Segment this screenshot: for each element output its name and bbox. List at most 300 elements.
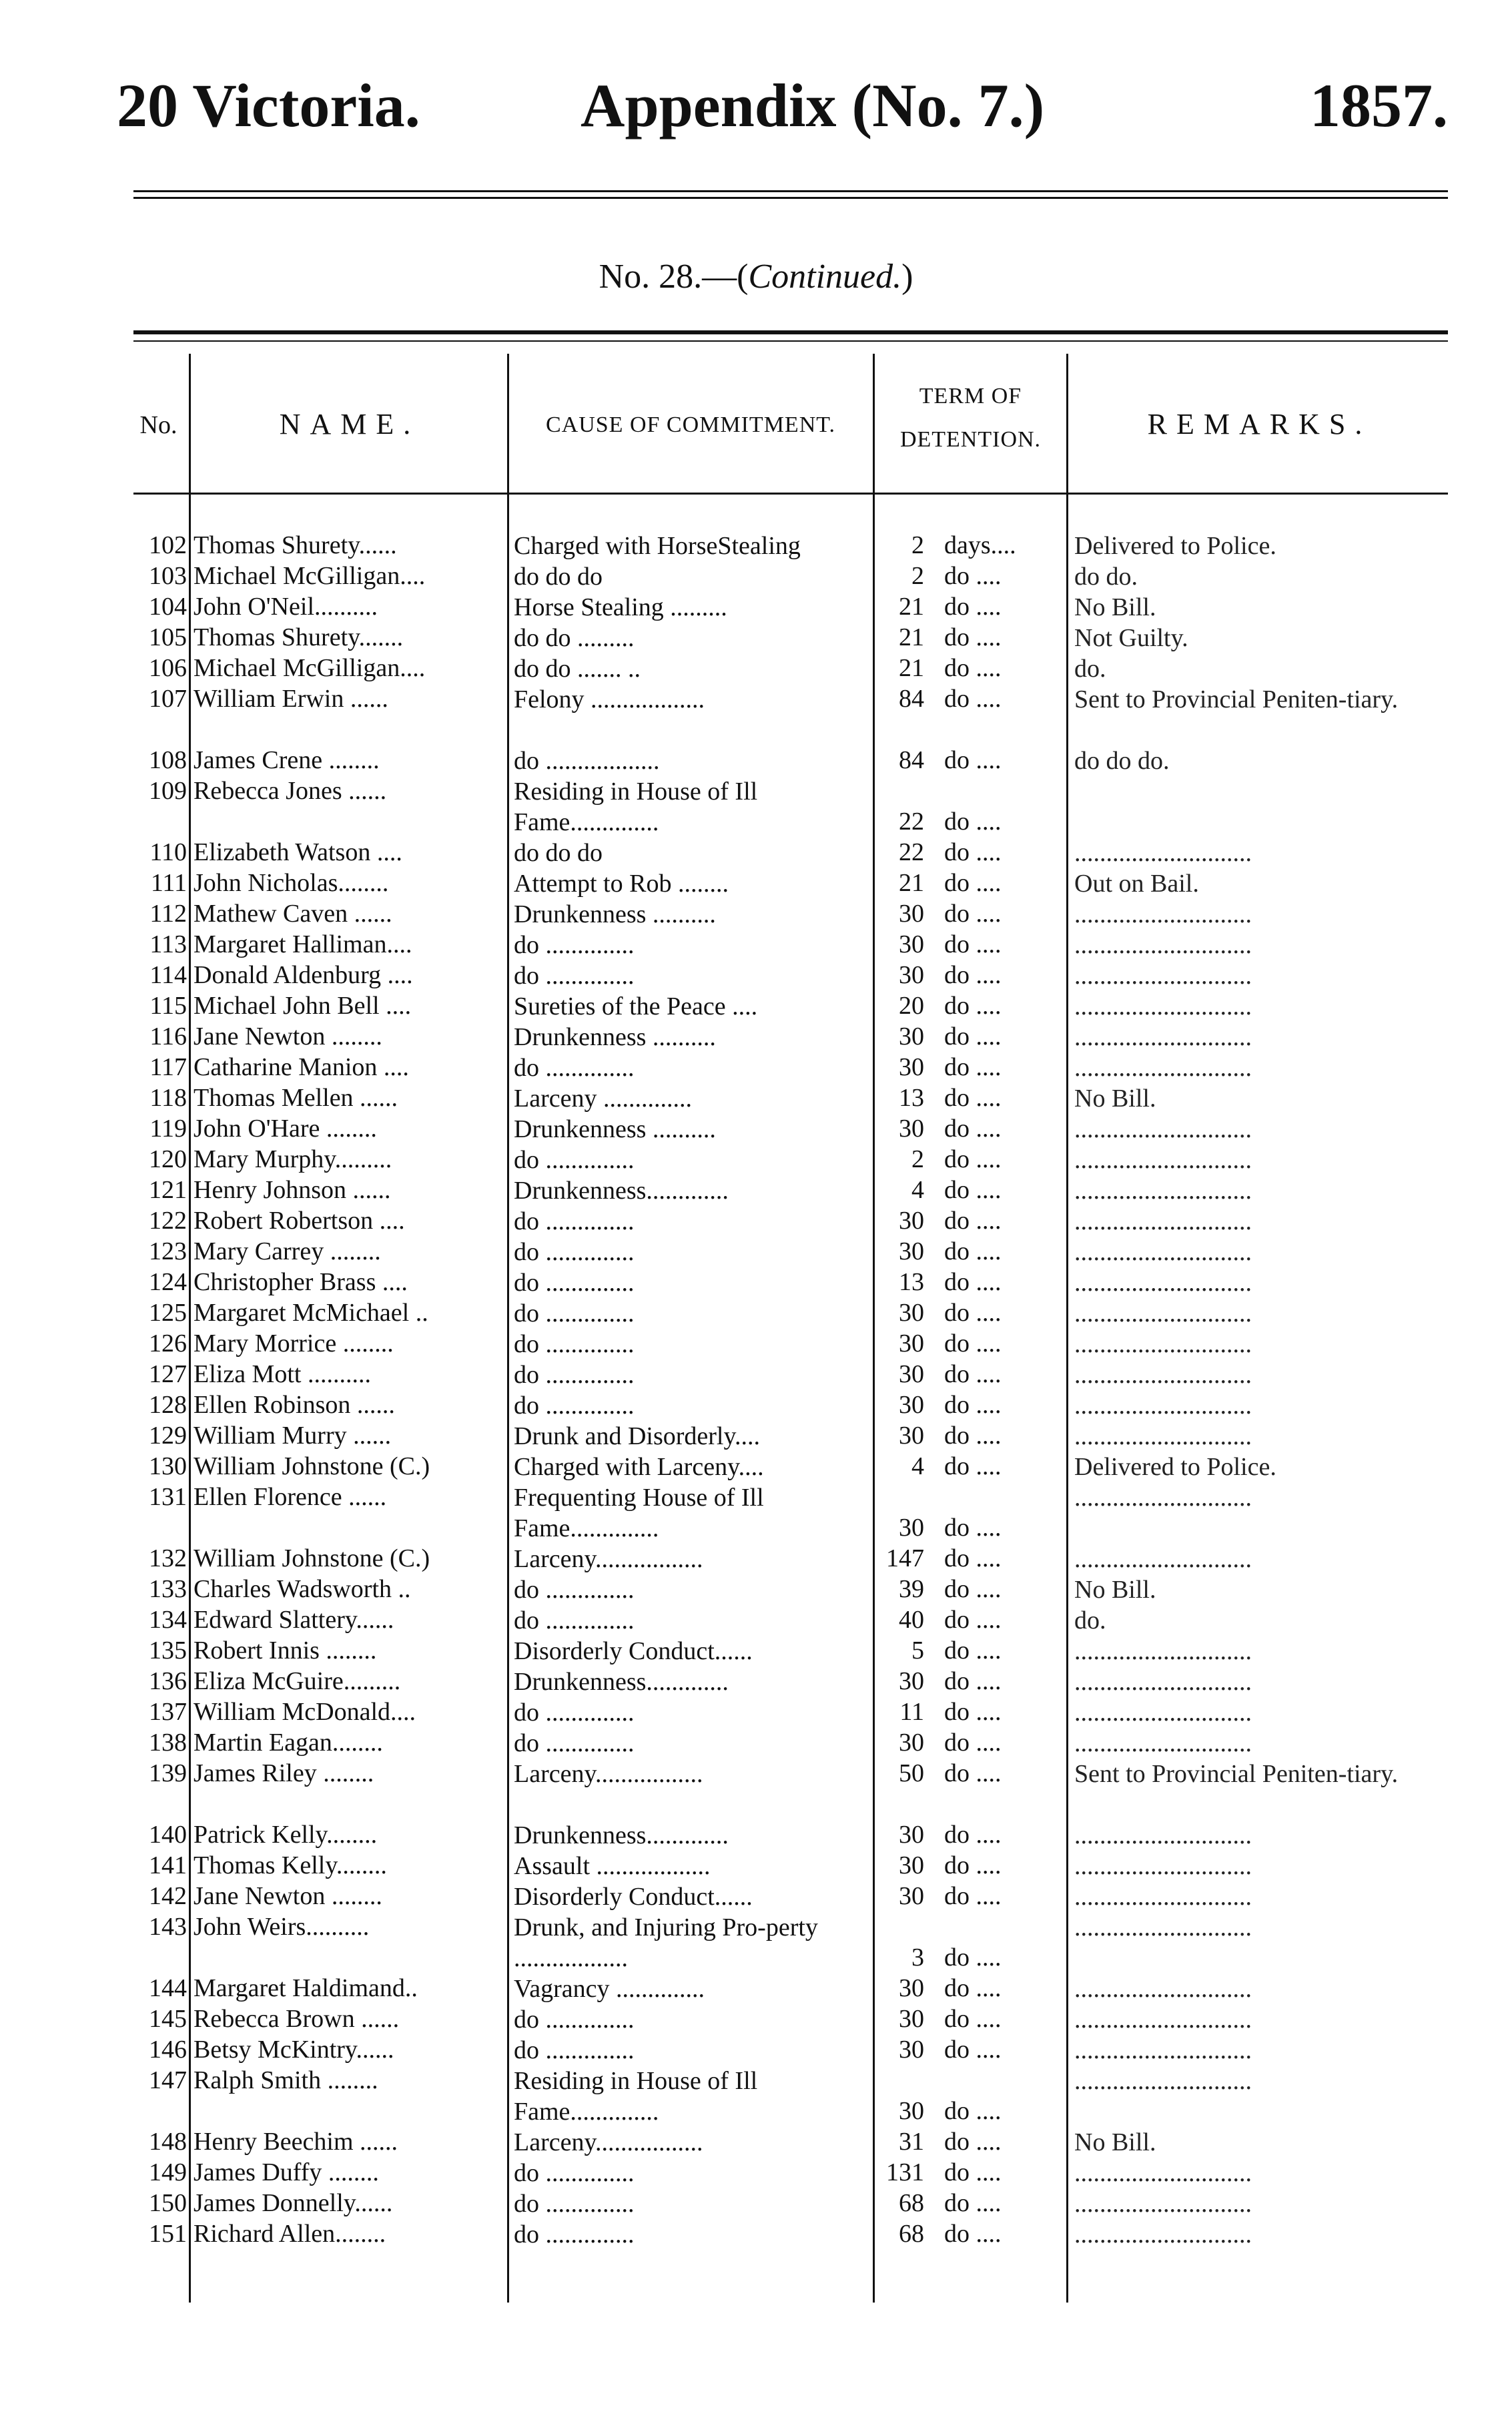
- term-unit: do ....: [944, 685, 1002, 713]
- term-number: 22: [899, 838, 924, 866]
- remarks: ............................: [1074, 2190, 1252, 2218]
- prisoner-name: James Riley ........: [194, 1759, 374, 1787]
- commitment-cause: Drunk and Disorderly....: [514, 1422, 761, 1450]
- detention-term: [877, 807, 1058, 836]
- remarks: Not Guilty.: [1074, 624, 1188, 652]
- term-unit: do ....: [944, 1759, 1002, 1787]
- prisoner-name: William Murry ......: [194, 1422, 392, 1450]
- prisoner-name: Thomas Shurety.......: [194, 623, 404, 651]
- remarks: ............................: [1074, 1299, 1252, 1327]
- detention-term: [877, 531, 1058, 560]
- term-unit: do ....: [944, 1575, 1002, 1603]
- term-unit: do ....: [944, 1974, 1002, 2002]
- table-row: [0, 1052, 1512, 1083]
- commitment-cause: Sureties of the Peace ....: [514, 992, 758, 1020]
- detention-term: [877, 684, 1058, 713]
- term-unit: do ....: [944, 2005, 1002, 2033]
- detention-term: [877, 1605, 1058, 1634]
- term-number: 2: [911, 562, 924, 590]
- prisoner-name: Robert Innis ........: [194, 1636, 377, 1665]
- detention-term: [877, 1175, 1058, 1205]
- prisoner-name: James Donnelly......: [194, 2189, 393, 2217]
- header-rule-bottom: [133, 197, 1448, 199]
- term-number: 84: [899, 685, 924, 713]
- commitment-cause: Charged with HorseStealing: [514, 532, 801, 560]
- prisoner-name: Ellen Florence ......: [194, 1483, 387, 1511]
- detention-term: [877, 1974, 1058, 2003]
- remarks: ............................: [1074, 900, 1252, 928]
- prisoner-name: John Weirs..........: [194, 1913, 370, 1941]
- detention-term: [877, 1513, 1058, 1542]
- remarks: Delivered to Police.: [1074, 532, 1276, 560]
- commitment-cause: Residing in House of Ill Fame..............: [514, 778, 758, 836]
- term-unit: do ....: [944, 593, 1002, 621]
- prisoner-name: Margaret McMichael ..: [194, 1299, 428, 1327]
- table-row: [0, 1360, 1512, 1390]
- detention-term: [877, 1820, 1058, 1849]
- detention-term: [877, 1544, 1058, 1573]
- commitment-cause: do ..............: [514, 1729, 635, 1757]
- term-number: 30: [899, 1729, 924, 1757]
- remarks: ............................: [1074, 839, 1252, 867]
- row-number: 114: [149, 961, 187, 989]
- prisoner-name: John O'Hare ........: [194, 1115, 377, 1143]
- term-number: 20: [899, 992, 924, 1020]
- row-number: 112: [149, 900, 187, 928]
- remarks: ............................: [1074, 2067, 1252, 2095]
- commitment-cause: Drunkenness ..........: [514, 1115, 716, 1143]
- column-header-name: NAME.: [279, 408, 420, 440]
- term-unit: do ....: [944, 746, 1002, 774]
- prisoner-name: Eliza Mott ..........: [194, 1360, 371, 1388]
- term-unit: do ....: [944, 1422, 1002, 1450]
- column-header-term-line2: DETENTION.: [899, 427, 1042, 452]
- remarks: ............................: [1074, 1361, 1252, 1389]
- row-number: 142: [149, 1882, 187, 1910]
- commitment-cause: Felony ..................: [514, 685, 705, 713]
- table-row: [0, 1667, 1512, 1697]
- detention-term: [877, 2188, 1058, 2218]
- row-number: 109: [149, 777, 187, 805]
- detention-term: [877, 1206, 1058, 1235]
- table-row: [0, 1636, 1512, 1667]
- table-row: [0, 623, 1512, 653]
- term-unit: do ....: [944, 1145, 1002, 1173]
- row-number: 113: [149, 930, 187, 958]
- table-row: [0, 2127, 1512, 2158]
- table-row: [0, 1421, 1512, 1452]
- detention-term: [877, 2158, 1058, 2187]
- prisoner-name: Catharine Manion ....: [194, 1053, 409, 1081]
- remarks: ............................: [1074, 1668, 1252, 1696]
- table-row: [0, 1544, 1512, 1574]
- table-row: [0, 1267, 1512, 1298]
- detention-term: [877, 2004, 1058, 2034]
- commitment-cause: Charged with Larceny....: [514, 1453, 764, 1481]
- commitment-cause: Larceny.................: [514, 1545, 703, 1573]
- table-row: [0, 2219, 1512, 2250]
- detention-term: [877, 1759, 1058, 1788]
- row-number: 105: [149, 623, 187, 651]
- term-number: 39: [899, 1575, 924, 1603]
- term-number: 2: [911, 531, 924, 559]
- term-unit: do ....: [944, 654, 1002, 682]
- term-unit: do ....: [944, 2036, 1002, 2064]
- prisoner-name: Thomas Mellen ......: [194, 1084, 398, 1112]
- remarks: No Bill.: [1074, 1576, 1156, 1604]
- row-number: 149: [149, 2158, 187, 2186]
- term-unit: do ....: [944, 1698, 1002, 1726]
- remarks: ............................: [1074, 2036, 1252, 2064]
- remarks: do do do.: [1074, 747, 1170, 775]
- detention-term: [877, 1697, 1058, 1727]
- remarks: Sent to Provincial Peniten-tiary.: [1074, 1760, 1399, 1788]
- prisoner-name: John O'Neil..........: [194, 593, 378, 621]
- term-number: 30: [899, 1391, 924, 1419]
- table-row: [0, 1697, 1512, 1728]
- commitment-cause: do ..............: [514, 931, 635, 959]
- table-row: [0, 1452, 1512, 1482]
- table-subtitle: [0, 257, 1512, 296]
- term-unit: do ....: [944, 1299, 1002, 1327]
- commitment-cause: do ..............: [514, 1392, 635, 1420]
- commitment-cause: do ..............: [514, 2220, 635, 2248]
- row-number: 125: [149, 1299, 187, 1327]
- term-number: 31: [899, 2128, 924, 2156]
- table-row: [0, 899, 1512, 930]
- term-unit: do ....: [944, 1514, 1002, 1542]
- term-unit: do ....: [944, 1207, 1002, 1235]
- commitment-cause: do ..............: [514, 962, 635, 990]
- commitment-cause: Horse Stealing .........: [514, 593, 727, 621]
- remarks: ............................: [1074, 1177, 1252, 1205]
- row-number: 144: [149, 1974, 187, 2002]
- remarks: ............................: [1074, 1330, 1252, 1358]
- term-unit: do ....: [944, 808, 1002, 836]
- term-number: 84: [899, 746, 924, 774]
- remarks: do.: [1074, 655, 1106, 683]
- term-unit: do ....: [944, 1053, 1002, 1081]
- term-number: 4: [911, 1176, 924, 1204]
- term-number: 30: [899, 1882, 924, 1910]
- row-number: 128: [149, 1391, 187, 1419]
- term-number: 68: [899, 2189, 924, 2217]
- term-unit: do ....: [944, 1115, 1002, 1143]
- term-number: 30: [899, 961, 924, 989]
- table-row: [0, 1974, 1512, 2004]
- table-row: [0, 684, 1512, 745]
- prisoner-name: Ellen Robinson ......: [194, 1391, 395, 1419]
- commitment-cause: do ..............: [514, 1146, 635, 1174]
- remarks: ............................: [1074, 1545, 1252, 1573]
- table-row: [0, 1851, 1512, 1881]
- term-number: 21: [899, 869, 924, 897]
- row-number: 102: [149, 531, 187, 559]
- table-row: [0, 1206, 1512, 1237]
- remarks: do.: [1074, 1606, 1106, 1634]
- detention-term: [877, 991, 1058, 1020]
- commitment-cause: do ..............: [514, 1299, 635, 1327]
- table-row: [0, 1912, 1512, 1974]
- table-row: [0, 1175, 1512, 1206]
- term-number: 30: [899, 1115, 924, 1143]
- commitment-cause: do ..............: [514, 1699, 635, 1727]
- term-number: 30: [899, 2005, 924, 2033]
- row-number: 117: [149, 1053, 187, 1081]
- term-number: 30: [899, 1207, 924, 1235]
- commitment-cause: Residing in House of Ill Fame..............: [514, 2067, 758, 2126]
- table-row: [0, 1145, 1512, 1175]
- term-number: 5: [911, 1636, 924, 1665]
- prisoner-name: Elizabeth Watson ....: [194, 838, 402, 866]
- subtitle-suffix: ): [901, 258, 913, 296]
- term-number: 11: [899, 1698, 924, 1726]
- term-unit: do ....: [944, 1544, 1002, 1572]
- prisoner-name: Eliza McGuire.........: [194, 1667, 401, 1695]
- term-number: 30: [899, 900, 924, 928]
- detention-term: [877, 1421, 1058, 1450]
- prisoner-name: Thomas Kelly........: [194, 1851, 387, 1879]
- term-number: 50: [899, 1759, 924, 1787]
- term-number: 30: [899, 1053, 924, 1081]
- table-row: [0, 1728, 1512, 1759]
- term-unit: do ....: [944, 1329, 1002, 1357]
- table-rule-top-thin: [133, 340, 1448, 342]
- commitment-cause: Disorderly Conduct......: [514, 1883, 753, 1911]
- commitment-cause: do ..................: [514, 747, 660, 775]
- commitment-cause: Drunkenness.............: [514, 1668, 729, 1696]
- term-number: 21: [899, 593, 924, 621]
- header-session: 20 Victoria.: [117, 71, 420, 139]
- subtitle-italic: Continued.: [748, 258, 902, 296]
- term-number: 30: [899, 1667, 924, 1695]
- term-unit: do ....: [944, 562, 1002, 590]
- row-number: 110: [149, 838, 187, 866]
- term-number: 30: [899, 1022, 924, 1050]
- row-number: 103: [149, 562, 187, 590]
- detention-term: [877, 2127, 1058, 2156]
- commitment-cause: Larceny.................: [514, 2128, 703, 2156]
- commitment-table-body: [0, 531, 1512, 2250]
- prisoner-name: Rebecca Brown ......: [194, 2005, 400, 2033]
- table-row: [0, 1390, 1512, 1421]
- header-rule-top: [133, 190, 1448, 192]
- term-unit: do ....: [944, 930, 1002, 958]
- table-row: [0, 2158, 1512, 2188]
- row-number: 111: [150, 869, 187, 897]
- row-number: 122: [149, 1207, 187, 1235]
- remarks: Sent to Provincial Peniten-tiary.: [1074, 685, 1399, 713]
- row-number: 145: [149, 2005, 187, 2033]
- detention-term: [877, 1083, 1058, 1113]
- term-number: 40: [899, 1606, 924, 1634]
- commitment-cause: Frequenting House of Ill Fame..............: [514, 1484, 764, 1542]
- table-row: [0, 776, 1512, 838]
- remarks: ............................: [1074, 931, 1252, 959]
- table-row: [0, 1574, 1512, 1605]
- prisoner-name: Betsy McKintry......: [194, 2036, 394, 2064]
- commitment-cause: Drunkenness.............: [514, 1177, 729, 1205]
- table-row: [0, 745, 1512, 776]
- column-header-no: No.: [139, 411, 177, 439]
- term-unit: do ....: [944, 1360, 1002, 1388]
- remarks: Out on Bail.: [1074, 870, 1199, 898]
- prisoner-name: Edward Slattery......: [194, 1606, 394, 1634]
- row-number: 127: [149, 1360, 187, 1388]
- remarks: No Bill.: [1074, 1085, 1156, 1113]
- commitment-cause: do ..............: [514, 2190, 635, 2218]
- prisoner-name: Patrick Kelly........: [194, 1821, 378, 1849]
- row-number: 137: [149, 1698, 187, 1726]
- table-row: [0, 1022, 1512, 1052]
- prisoner-name: Mary Carrey ........: [194, 1237, 381, 1265]
- row-number: 141: [149, 1851, 187, 1879]
- subtitle-prefix: No. 28.—(: [599, 258, 749, 296]
- table-row: [0, 838, 1512, 868]
- detention-term: [877, 2096, 1058, 2126]
- term-unit: do ....: [944, 1391, 1002, 1419]
- table-row: [0, 2004, 1512, 2035]
- remarks: ............................: [1074, 1023, 1252, 1051]
- remarks: ............................: [1074, 1238, 1252, 1266]
- term-unit: do ....: [944, 1636, 1002, 1665]
- term-number: 30: [899, 1851, 924, 1879]
- detention-term: [877, 1145, 1058, 1174]
- term-unit: do ....: [944, 900, 1002, 928]
- row-number: 130: [149, 1452, 187, 1480]
- table-row: [0, 653, 1512, 684]
- detention-term: [877, 653, 1058, 683]
- term-number: 22: [899, 808, 924, 836]
- term-unit: do ....: [944, 1729, 1002, 1757]
- term-number: 131: [886, 2158, 924, 2186]
- commitment-cause: do do ....... ..: [514, 655, 641, 683]
- table-row: [0, 592, 1512, 623]
- page-header: [117, 70, 1448, 157]
- table-row: [0, 1820, 1512, 1851]
- prisoner-name: Martin Eagan........: [194, 1729, 383, 1757]
- table-row: [0, 1329, 1512, 1360]
- detention-term: [877, 1943, 1058, 1972]
- commitment-cause: Larceny.................: [514, 1760, 703, 1788]
- term-number: 30: [899, 1329, 924, 1357]
- term-unit: do ....: [944, 838, 1002, 866]
- column-header-remarks: REMARKS.: [1147, 408, 1372, 440]
- commitment-cause: do ..............: [514, 1361, 635, 1389]
- term-unit: do ....: [944, 1452, 1002, 1480]
- remarks: ............................: [1074, 1852, 1252, 1880]
- detention-term: [877, 2219, 1058, 2248]
- term-number: 30: [899, 1821, 924, 1849]
- prisoner-name: Mary Murphy.........: [194, 1145, 392, 1173]
- detention-term: [877, 838, 1058, 867]
- prisoner-name: Thomas Shurety......: [194, 531, 397, 559]
- row-number: 106: [149, 654, 187, 682]
- detention-term: [877, 1390, 1058, 1420]
- prisoner-name: Henry Johnson ......: [194, 1176, 391, 1204]
- commitment-cause: do ..............: [514, 1238, 635, 1266]
- term-unit: do ....: [944, 1268, 1002, 1296]
- row-number: 129: [149, 1422, 187, 1450]
- detention-term: [877, 899, 1058, 928]
- table-row: [0, 1759, 1512, 1820]
- prisoner-name: William Johnstone (C.): [194, 1452, 430, 1480]
- remarks: ............................: [1074, 2006, 1252, 2034]
- term-unit: do ....: [944, 1882, 1002, 1910]
- remarks: ............................: [1074, 1115, 1252, 1143]
- term-unit: do ....: [944, 1943, 1002, 1972]
- commitment-cause: Assault ..................: [514, 1852, 711, 1880]
- prisoner-name: Mary Morrice ........: [194, 1329, 394, 1357]
- row-number: 126: [149, 1329, 187, 1357]
- detention-term: [877, 868, 1058, 898]
- table-row: [0, 1605, 1512, 1636]
- remarks: ............................: [1074, 1975, 1252, 2003]
- table-row: [0, 2035, 1512, 2066]
- row-number: 139: [149, 1759, 187, 1787]
- commitment-cause: do ..............: [514, 2036, 635, 2064]
- term-number: 30: [899, 1422, 924, 1450]
- prisoner-name: Richard Allen........: [194, 2220, 386, 2248]
- remarks: Delivered to Police.: [1074, 1453, 1276, 1481]
- commitment-cause: do ..............: [514, 1606, 635, 1634]
- remarks: No Bill.: [1074, 2128, 1156, 2156]
- term-number: 30: [899, 1360, 924, 1388]
- remarks: ............................: [1074, 1821, 1252, 1849]
- row-number: 148: [149, 2128, 187, 2156]
- row-number: 135: [149, 1636, 187, 1665]
- remarks: No Bill.: [1074, 593, 1156, 621]
- remarks: ............................: [1074, 2220, 1252, 2248]
- detention-term: [877, 960, 1058, 990]
- remarks: ............................: [1074, 1207, 1252, 1235]
- row-number: 107: [149, 685, 187, 713]
- table-row: [0, 2066, 1512, 2127]
- remarks: ............................: [1074, 1146, 1252, 1174]
- term-unit: do ....: [944, 1176, 1002, 1204]
- commitment-cause: do do .........: [514, 624, 635, 652]
- prisoner-name: Margaret Haldimand..: [194, 1974, 418, 2002]
- remarks: ............................: [1074, 2159, 1252, 2187]
- header-year: 1857.: [1310, 71, 1448, 139]
- term-number: 30: [899, 2036, 924, 2064]
- remarks: ............................: [1074, 1729, 1252, 1757]
- term-unit: do ....: [944, 2189, 1002, 2217]
- term-unit: do ....: [944, 1606, 1002, 1634]
- row-number: 108: [149, 746, 187, 774]
- row-number: 132: [149, 1544, 187, 1572]
- term-number: 21: [899, 654, 924, 682]
- term-number: 4: [911, 1452, 924, 1480]
- remarks: ............................: [1074, 1883, 1252, 1911]
- remarks: ............................: [1074, 1422, 1252, 1450]
- prisoner-name: Rebecca Jones ......: [194, 777, 387, 805]
- detention-term: [877, 1881, 1058, 1911]
- prisoner-name: Jane Newton ........: [194, 1882, 382, 1910]
- commitment-cause: Drunkenness.............: [514, 1821, 729, 1849]
- prisoner-name: Mathew Caven ......: [194, 900, 392, 928]
- detention-term: [877, 1022, 1058, 1051]
- term-number: 13: [899, 1084, 924, 1112]
- detention-term: [877, 1667, 1058, 1696]
- detention-term: [877, 561, 1058, 591]
- table-row: [0, 960, 1512, 991]
- prisoner-name: Ralph Smith ........: [194, 2066, 378, 2094]
- detention-term: [877, 2035, 1058, 2064]
- row-number: 119: [149, 1115, 187, 1143]
- detention-term: [877, 1360, 1058, 1389]
- header-appendix: Appendix (No. 7.): [581, 71, 1045, 139]
